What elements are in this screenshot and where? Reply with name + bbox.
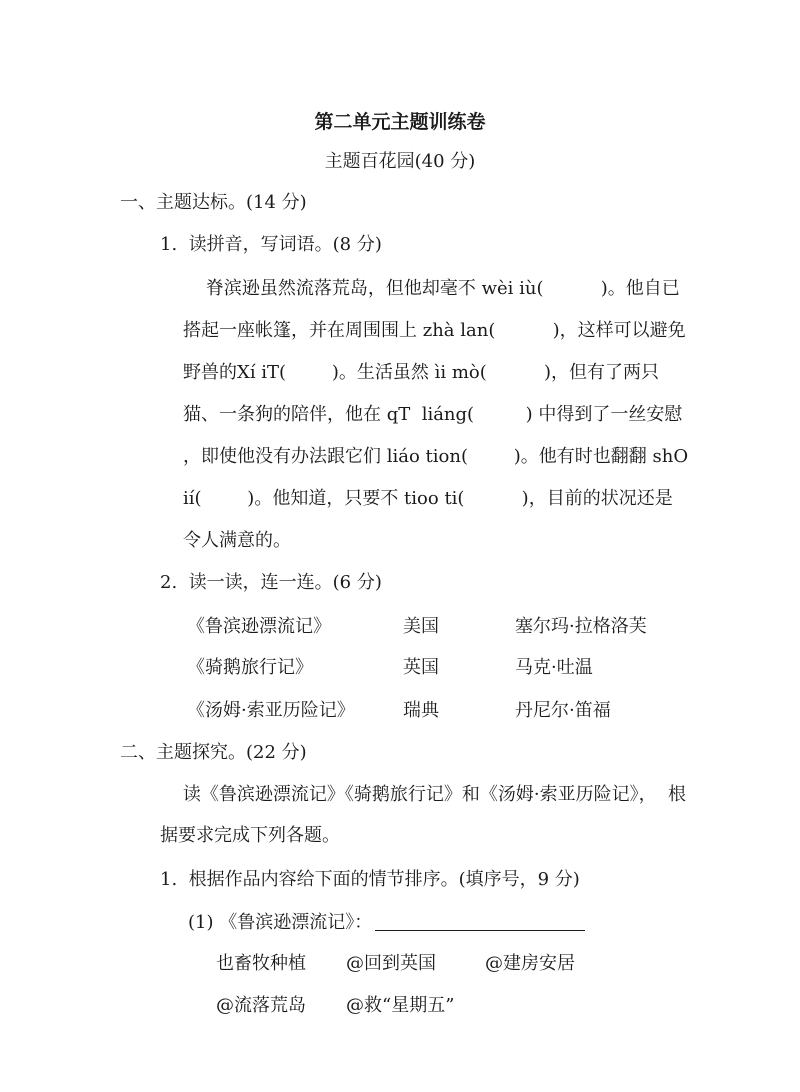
section-1-heading: 一、主题达标。(14 分)	[120, 192, 307, 213]
book-title[interactable]: 《骑鹅旅行记》	[187, 657, 313, 678]
author-name[interactable]: 马克·吐温	[515, 657, 593, 678]
sub-question-label: (1) 《鲁滨逊漂流记》：	[188, 912, 373, 933]
country-name[interactable]: 英国	[403, 657, 439, 678]
passage-line: 脊滨逊虽然流落荒岛，但他却毫不 wèi iù( )。他自已	[183, 278, 680, 299]
section-2-question-1-prompt: 1. 根据作品内容给下面的情节排序。(填序号，9 分)	[160, 869, 580, 890]
author-name[interactable]: 丹尼尔·笛福	[515, 700, 611, 721]
question-2-prompt: 2. 读一读，连一连。(6 分)	[160, 572, 382, 593]
plot-option: @救“星期五”	[346, 995, 455, 1016]
country-name[interactable]: 美国	[403, 616, 439, 637]
passage-line: 搭起一座帐篷，并在周围围上 zhà lan( )，这样可以避免	[183, 320, 686, 341]
passage-line: 野兽的Xí iT( )。生活虽然 ìi mò( )，但有了两只	[183, 362, 659, 383]
plot-option: @建房安居	[485, 953, 575, 974]
book-title[interactable]: 《鲁滨逊漂流记》	[187, 616, 331, 637]
passage-line: ，即使他没有办法跟它们 liáo tion( )。他有时也翻翻 shO	[183, 446, 689, 467]
intro-line: 据要求完成下列各题。	[160, 825, 340, 846]
answer-blank[interactable]	[375, 930, 585, 931]
plot-option: 也畜牧种植	[216, 953, 306, 974]
plot-option: @回到英国	[346, 953, 436, 974]
passage-line: 令人满意的。	[183, 530, 291, 551]
book-title[interactable]: 《汤姆·索亚历险记》	[187, 700, 355, 721]
question-1-prompt: 1. 读拼音，写词语。(8 分)	[160, 234, 382, 255]
intro-line: 读《鲁滨逊漂流记》《骑鹅旅行记》和《汤姆·索亚历险记》， 根	[160, 784, 687, 805]
passage-line: ií( )。他知道，只要不 tioo ti( )，目前的状况还是	[183, 488, 673, 509]
page-title: 第二单元主题训练卷	[314, 111, 486, 133]
author-name[interactable]: 塞尔玛·拉格洛芙	[515, 616, 647, 637]
section-2-heading: 二、主题探究。(22 分)	[120, 742, 307, 763]
country-name[interactable]: 瑞典	[403, 700, 439, 721]
passage-line: 猫、一条狗的陪伴，他在 qT liáng( ) 中得到了一丝安慰	[183, 404, 683, 425]
plot-option: @流落荒岛	[216, 995, 306, 1016]
page-subtitle: 主题百花园(40 分)	[324, 151, 476, 172]
